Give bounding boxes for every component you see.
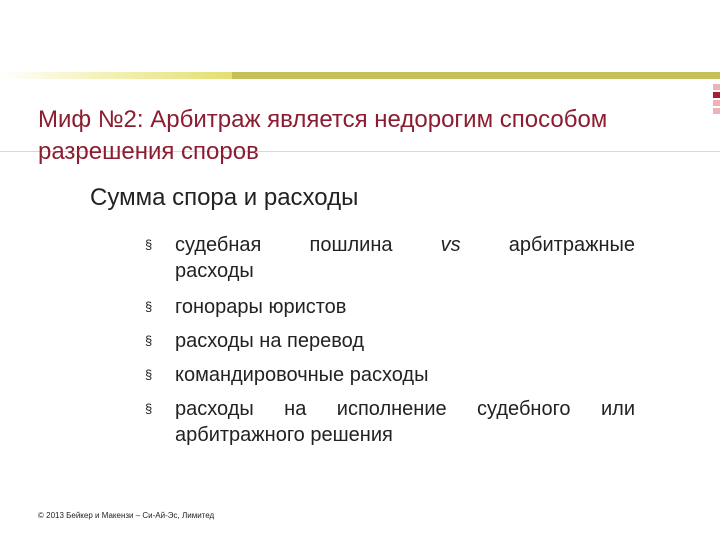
side-tick <box>713 108 720 114</box>
bullet-word: судебная <box>175 234 262 256</box>
bullet-marker: § <box>145 333 153 348</box>
copyright-footer: © 2013 Бейкер и Макензи – Си-Ай-Эс, Лимитед <box>38 511 215 520</box>
bullet-word-vs: vs <box>440 234 461 256</box>
side-ticks <box>713 84 720 116</box>
side-tick <box>713 84 720 90</box>
bullet-marker: § <box>145 367 153 382</box>
slide-subtitle: Сумма спора и расходы <box>90 184 359 211</box>
bullet-marker: § <box>145 299 153 314</box>
list-item <box>145 328 635 354</box>
side-tick-active <box>713 92 720 98</box>
bullet-text: расходы на перевод <box>175 330 364 352</box>
bullet-marker: § <box>145 401 153 416</box>
header-gradient-bar <box>0 72 232 79</box>
list-item <box>145 294 635 320</box>
list-item <box>145 362 635 388</box>
bullet-marker: § <box>145 237 153 252</box>
bullet-list <box>145 232 635 448</box>
bullet-line <box>175 232 635 258</box>
bullet-word: пошлина <box>309 234 393 256</box>
list-item <box>145 396 635 448</box>
bullet-word: арбитражные <box>508 234 635 256</box>
bullet-text: расходы на исполнение судебного или арбитражного решения <box>175 398 635 446</box>
list-item <box>145 232 635 284</box>
bullet-text: командировочные расходы <box>175 364 429 386</box>
slide-title: Миф №2: Арбитраж является недорогим способом разрешения споров <box>38 106 608 165</box>
bullet-word: расходы <box>175 260 254 282</box>
header-accent-bar <box>232 72 720 79</box>
side-tick <box>713 100 720 106</box>
bullet-text: гонорары юристов <box>175 296 347 318</box>
